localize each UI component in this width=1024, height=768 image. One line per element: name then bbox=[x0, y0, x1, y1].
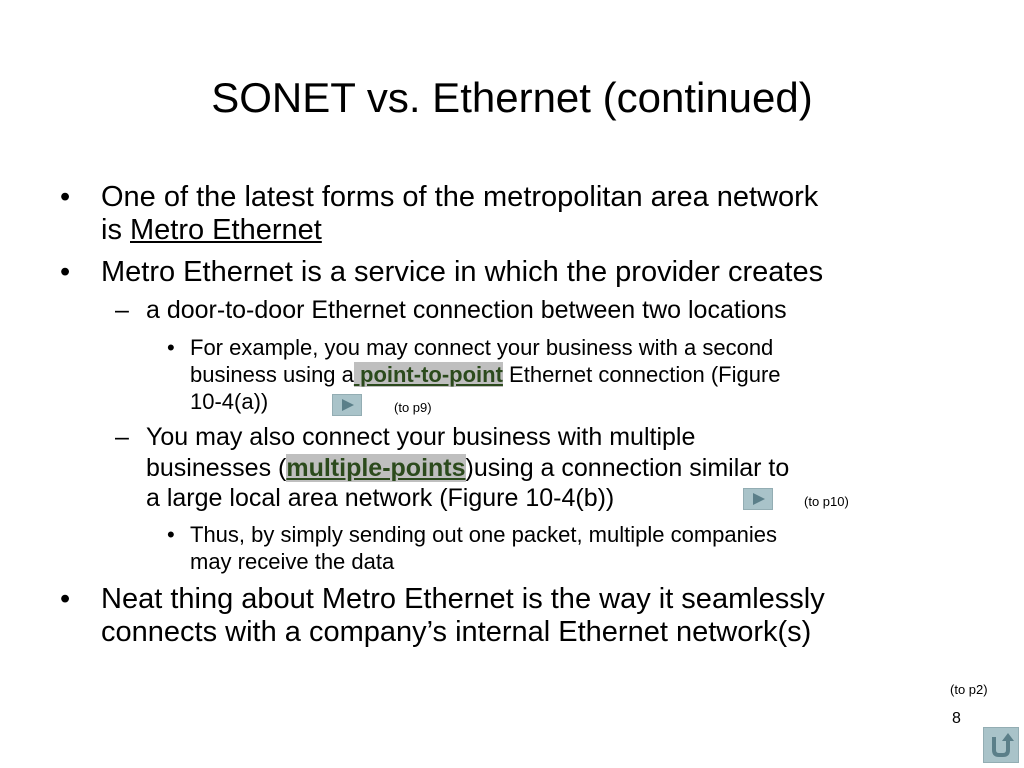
line-suffix: Ethernet connection (Figure bbox=[502, 362, 781, 387]
sub-bullet-marker: – bbox=[115, 296, 129, 324]
play-icon bbox=[744, 489, 772, 509]
sub-bullet-marker: – bbox=[115, 423, 129, 451]
go-to-p9-button[interactable] bbox=[332, 394, 362, 416]
sub-bullet-2-2-line-1: You may also connect your business with multiple bbox=[146, 423, 696, 451]
line-suffix: )using a connection similar to bbox=[465, 454, 790, 482]
bullet-3-line-2: connects with a company’s internal Ethernet network(s) bbox=[101, 616, 812, 648]
sub-sub-bullet-2-2-1-line-1: Thus, by simply sending out one packet, multiple companies bbox=[190, 522, 777, 547]
sub-sub-bullet-2-1-1-line-2 bbox=[190, 361, 781, 388]
line-prefix: businesses ( bbox=[146, 454, 287, 482]
sub-bullet-2-2-line-2 bbox=[146, 453, 789, 484]
sub-sub-bullet-2-1-1-line-3: 10-4(a)) bbox=[190, 389, 269, 414]
multiple-points-term: multiple-points bbox=[286, 454, 466, 482]
to-p9-link[interactable]: (to p9) bbox=[394, 400, 432, 415]
point-to-point-term: point-to-point bbox=[353, 362, 503, 387]
metro-ethernet-link[interactable]: Metro Ethernet bbox=[130, 214, 322, 246]
sub-sub-bullet-marker: • bbox=[167, 335, 175, 360]
to-p10-link[interactable]: (to p10) bbox=[804, 494, 849, 509]
sub-bullet-2-2-line-3: a large local area network (Figure 10-4(b)) bbox=[146, 484, 615, 512]
bullet-marker: • bbox=[60, 583, 71, 615]
bullet-marker: • bbox=[60, 256, 71, 288]
sub-sub-bullet-marker: • bbox=[167, 522, 175, 547]
line-prefix: business using a bbox=[190, 362, 354, 387]
bullet-marker: • bbox=[60, 181, 71, 213]
return-button[interactable] bbox=[983, 727, 1019, 763]
return-icon bbox=[984, 728, 1018, 762]
to-p2-link[interactable]: (to p2) bbox=[950, 682, 988, 697]
sub-sub-bullet-2-1-1-line-1: For example, you may connect your business with a second bbox=[190, 335, 774, 360]
bullet-2-text: Metro Ethernet is a service in which the provider creates bbox=[101, 256, 824, 288]
sub-bullet-2-1-text: a door-to-door Ethernet connection between two locations bbox=[146, 296, 787, 324]
bullet-3-line-1: Neat thing about Metro Ethernet is the way it seamlessly bbox=[101, 583, 825, 615]
bullet-1-line-2 bbox=[101, 214, 322, 247]
slide-title: SONET vs. Ethernet (continued) bbox=[211, 74, 813, 121]
page-number: 8 bbox=[952, 710, 961, 727]
bullet-1-line-1: One of the latest forms of the metropolitan area network bbox=[101, 181, 819, 213]
play-icon bbox=[333, 395, 361, 415]
sub-sub-bullet-2-2-1-line-2: may receive the data bbox=[190, 549, 395, 574]
go-to-p10-button[interactable] bbox=[743, 488, 773, 510]
bullet-1-prefix: is bbox=[101, 214, 130, 246]
